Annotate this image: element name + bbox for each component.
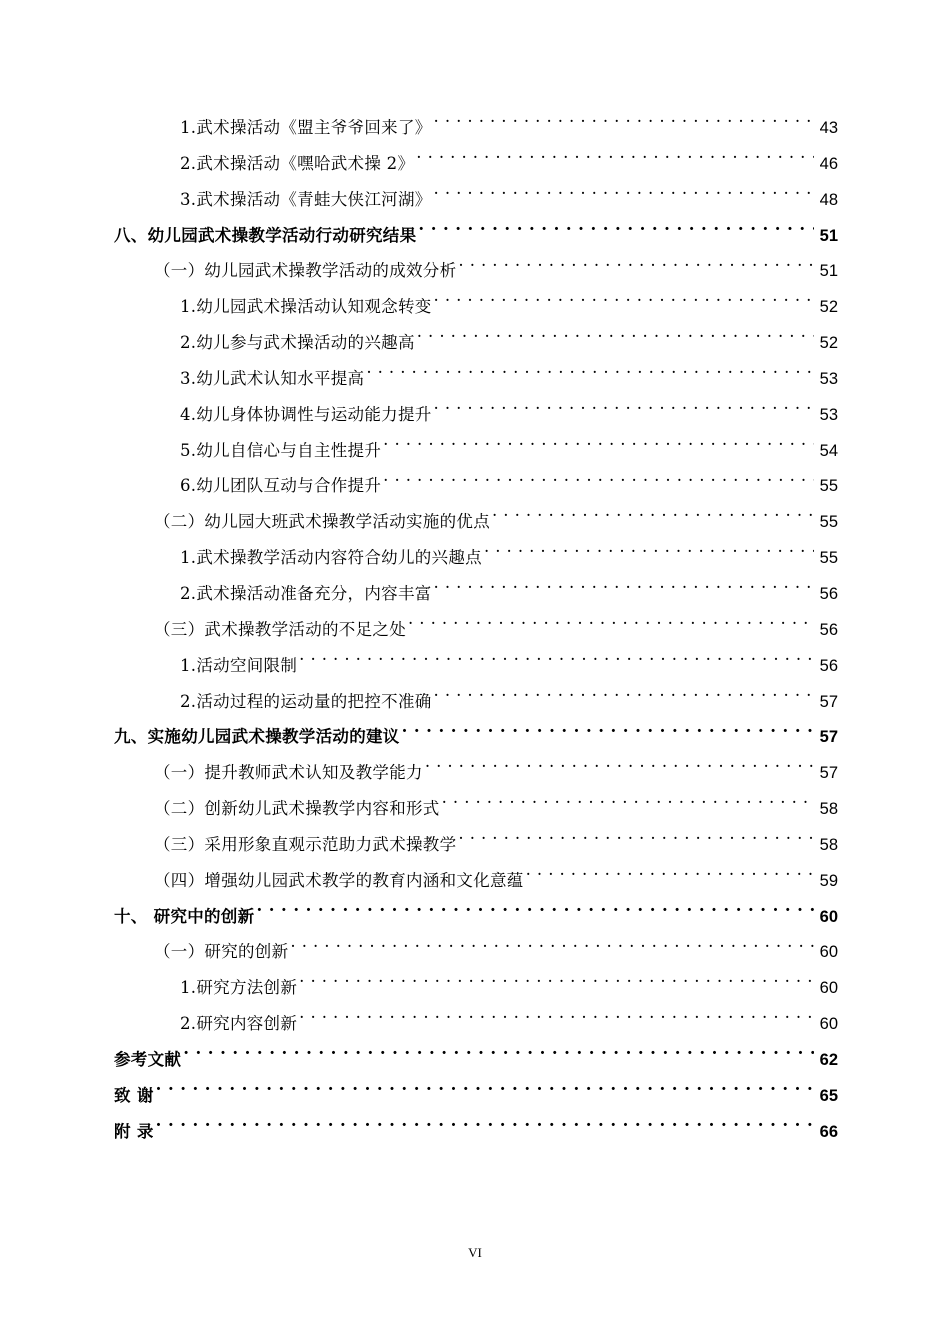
toc-entry-title: 八、幼儿园武术操教学活动行动研究结果 [114, 225, 417, 245]
toc-entry[interactable] [114, 719, 838, 755]
toc-dot-leader [458, 833, 814, 850]
toc-dot-leader [425, 762, 814, 779]
toc-entry-title: 参考文献 [114, 1049, 182, 1069]
toc-entry-page: 57 [819, 692, 838, 711]
toc-dot-leader [299, 1013, 814, 1030]
toc-dot-leader [383, 439, 814, 456]
toc-entry-title: 5.幼儿自信心与自主性提升 [180, 440, 382, 460]
toc-entry-page: 62 [819, 1050, 838, 1069]
toc-entry-title: 1.武术操活动《盟主爷爷回来了》 [180, 118, 432, 137]
toc-entry-page: 58 [819, 800, 838, 819]
toc-entry[interactable] [114, 325, 838, 361]
toc-dot-leader [434, 117, 814, 134]
toc-entry-page: 51 [819, 262, 838, 281]
toc-entry-page: 46 [819, 154, 838, 173]
toc-entry[interactable] [114, 648, 838, 684]
toc-dot-leader [492, 511, 814, 528]
toc-entry-title: 十、 研究中的创新 [114, 906, 255, 926]
toc-entry-page: 55 [819, 549, 838, 568]
toc-dot-leader [408, 618, 814, 635]
toc-entry-page: 60 [819, 907, 838, 926]
toc-entry-title: 2.武术操活动准备充分，内容丰富 [180, 583, 432, 603]
toc-entry-title: 3.武术操活动《青蛙大侠江河湖》 [180, 189, 432, 209]
toc-entry-page: 56 [819, 656, 838, 675]
toc-entry-title: 3.幼儿武术认知水平提高 [180, 368, 365, 388]
toc-entry[interactable] [114, 1006, 838, 1042]
toc-entry-page: 65 [819, 1086, 838, 1105]
toc-entry-title: （一）提升教师武术认知及教学能力 [154, 763, 423, 783]
toc-dot-leader [442, 798, 814, 815]
toc-dot-leader [417, 332, 814, 349]
toc-entry-page: 53 [819, 369, 838, 388]
toc-entry-page: 55 [819, 513, 838, 532]
toc-entry-title: （四）增强幼儿园武术教学的教育内涵和文化意蕴 [154, 870, 524, 890]
toc-entry[interactable] [114, 755, 838, 791]
toc-entry[interactable] [114, 970, 838, 1006]
toc-entry-title: 致 谢 [114, 1085, 154, 1105]
toc-entry-page: 52 [819, 298, 838, 317]
toc-entry-page: 52 [819, 334, 838, 353]
toc-entry[interactable] [114, 1042, 838, 1078]
toc-entry-page: 55 [819, 477, 838, 496]
toc-entry[interactable] [114, 934, 838, 970]
toc-dot-leader [434, 582, 814, 599]
toc-dot-leader [434, 188, 814, 205]
toc-dot-leader [434, 403, 814, 420]
toc-dot-leader [418, 224, 814, 241]
toc-entry-page: 43 [819, 119, 838, 137]
toc-entry-page: 51 [819, 226, 838, 245]
toc-dot-leader [290, 941, 814, 958]
toc-entry-title: 2.武术操活动《嘿哈武术操 2》 [180, 153, 415, 173]
toc-entry-title: 2.幼儿参与武术操活动的兴趣高 [180, 333, 415, 353]
toc-entry[interactable] [114, 146, 838, 182]
toc-entry[interactable] [114, 540, 838, 576]
toc-entry[interactable] [114, 361, 838, 397]
toc-entry[interactable] [114, 612, 838, 648]
toc-entry[interactable] [114, 218, 838, 254]
toc-dot-leader [434, 296, 814, 313]
toc-entry-page: 60 [819, 943, 838, 962]
toc-dot-leader [366, 367, 814, 384]
toc-entry[interactable] [114, 289, 838, 325]
toc-dot-leader [299, 977, 814, 994]
toc-entry[interactable] [114, 110, 838, 146]
toc-entry[interactable] [114, 863, 838, 899]
toc-entry-title: 2.研究内容创新 [180, 1014, 298, 1034]
toc-entry-title: 4.幼儿身体协调性与运动能力提升 [180, 404, 432, 424]
toc-dot-leader [434, 690, 814, 707]
toc-dot-leader [156, 1084, 814, 1101]
toc-entry[interactable] [114, 899, 838, 935]
toc-entry[interactable] [114, 1114, 838, 1150]
toc-entry-title: 2.活动过程的运动量的把控不准确 [180, 691, 432, 711]
toc-entry-page: 58 [819, 835, 838, 854]
toc-entry-page: 66 [819, 1122, 838, 1141]
toc-dot-leader [416, 152, 814, 169]
toc-dot-leader [383, 475, 814, 492]
table-of-contents [114, 110, 838, 1149]
toc-entry-title: 附 录 [114, 1121, 154, 1141]
toc-entry[interactable] [114, 576, 838, 612]
toc-entry[interactable] [114, 397, 838, 433]
toc-dot-leader [402, 726, 814, 743]
toc-entry-page: 60 [819, 979, 838, 998]
toc-entry-page: 56 [819, 620, 838, 639]
toc-dot-leader [484, 547, 814, 564]
toc-entry-title: （三）采用形象直观示范助力武术操教学 [154, 834, 457, 854]
toc-entry-page: 56 [819, 584, 838, 603]
toc-dot-leader [526, 869, 814, 886]
toc-entry[interactable] [114, 791, 838, 827]
toc-entry-title: 九、实施幼儿园武术操教学活动的建议 [114, 727, 400, 747]
toc-entry-page: 59 [819, 871, 838, 890]
toc-dot-leader [299, 654, 814, 671]
toc-entry-title: （二）幼儿园大班武术操教学活动实施的优点 [154, 512, 490, 532]
toc-entry-title: 1.活动空间限制 [180, 655, 298, 675]
toc-entry[interactable] [114, 468, 838, 504]
toc-entry-title: （一）幼儿园武术操教学活动的成效分析 [154, 261, 457, 281]
toc-entry-page: 54 [819, 441, 838, 460]
toc-entry-title: （二）创新幼儿武术操教学内容和形式 [154, 799, 440, 819]
toc-dot-leader [183, 1048, 814, 1065]
toc-entry-page: 53 [819, 405, 838, 424]
toc-dot-leader [156, 1120, 814, 1137]
toc-entry[interactable] [114, 433, 838, 469]
toc-entry-page: 48 [819, 190, 838, 209]
page-number: VI [468, 1245, 482, 1260]
toc-entry-title: 1.研究方法创新 [180, 978, 298, 998]
toc-dot-leader [458, 260, 814, 277]
toc-dot-leader [256, 905, 814, 922]
toc-entry-title: 1.武术操教学活动内容符合幼儿的兴趣点 [180, 548, 482, 568]
toc-entry[interactable] [114, 253, 838, 289]
toc-entry[interactable] [114, 1078, 838, 1114]
toc-entry-title: 1.幼儿园武术操活动认知观念转变 [180, 297, 432, 317]
toc-entry-page: 60 [819, 1015, 838, 1034]
toc-entry[interactable] [114, 182, 838, 218]
toc-entry-page: 57 [819, 728, 838, 747]
toc-entry[interactable] [114, 504, 838, 540]
toc-entry-title: （三）武术操教学活动的不足之处 [154, 619, 406, 639]
toc-entry-title: 6.幼儿团队互动与合作提升 [180, 476, 382, 496]
toc-entry[interactable] [114, 827, 838, 863]
toc-entry[interactable] [114, 684, 838, 720]
toc-entry-page: 57 [819, 764, 838, 783]
toc-entry-title: （一）研究的创新 [154, 942, 289, 962]
